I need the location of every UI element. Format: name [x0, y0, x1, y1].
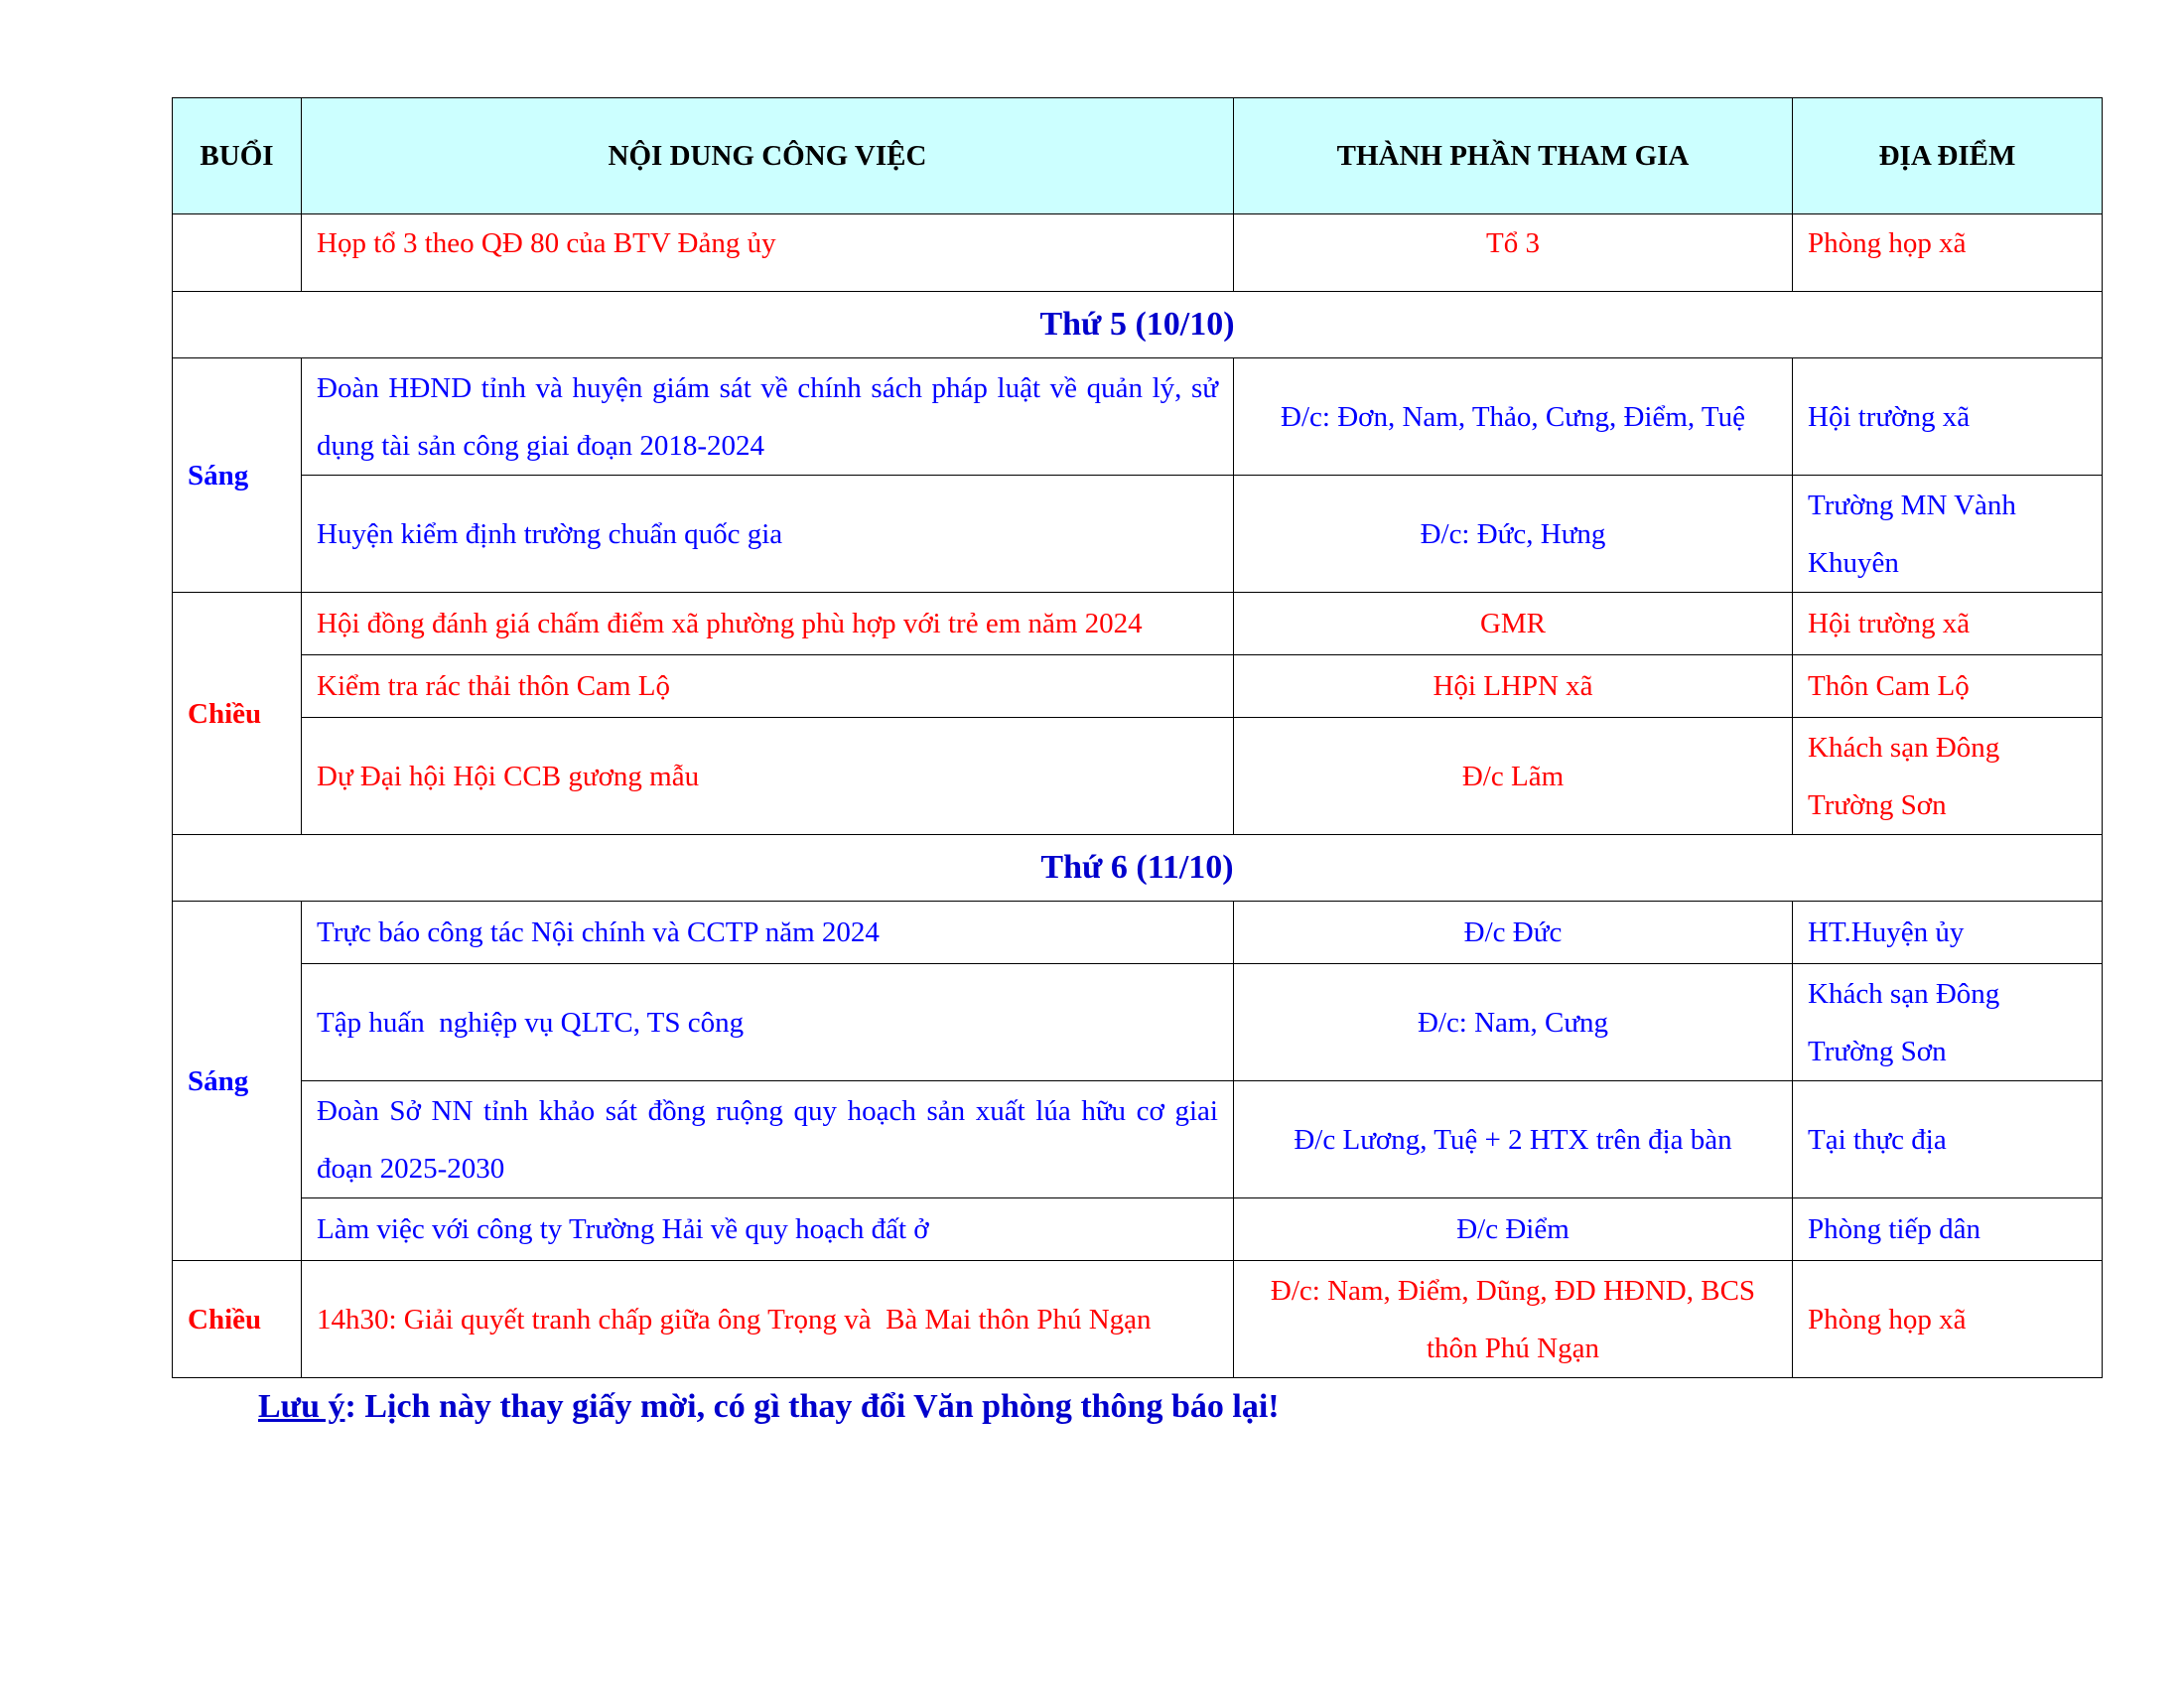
session-label: Chiều: [173, 593, 302, 835]
table-row: [173, 655, 2103, 718]
header-location: ĐỊA ĐIỂM: [1793, 98, 2103, 214]
schedule-table: [172, 97, 2103, 1378]
participants-cell: Đ/c Lãm: [1234, 718, 1793, 835]
day-heading-row: [173, 835, 2103, 902]
participants-cell: Đ/c: Đơn, Nam, Thảo, Cưng, Điểm, Tuệ: [1234, 358, 1793, 476]
location-cell: Thôn Cam Lộ: [1793, 655, 2103, 718]
table-row: [173, 358, 2103, 476]
table-row: [173, 718, 2103, 835]
content-cell: 14h30: Giải quyết tranh chấp giữa ông Trọng và Bà Mai thôn Phú Ngạn: [302, 1261, 1234, 1378]
content-cell: Đoàn HĐND tỉnh và huyện giám sát về chính sách pháp luật về quản lý, sử dụng tài sản công giai đoạn 2018-2024: [302, 358, 1234, 476]
location-cell: Tại thực địa: [1793, 1081, 2103, 1198]
table-row: [173, 1261, 2103, 1378]
table-row: [173, 1198, 2103, 1261]
participants-cell: Đ/c: Nam, Điểm, Dũng, ĐD HĐND, BCS thôn Phú Ngạn: [1234, 1261, 1793, 1378]
table-row: [173, 593, 2103, 655]
location-cell: Phòng họp xã: [1793, 1261, 2103, 1378]
day-heading-row: [173, 292, 2103, 358]
location-cell: Trường MN Vành Khuyên: [1793, 476, 2103, 593]
location-cell: Phòng tiếp dân: [1793, 1198, 2103, 1261]
location-cell: Khách sạn Đông Trường Sơn: [1793, 718, 2103, 835]
footnote-label: Lưu ý: [258, 1388, 345, 1425]
location-cell: Hội trường xã: [1793, 593, 2103, 655]
participants-cell: Đ/c Lương, Tuệ + 2 HTX trên địa bàn: [1234, 1081, 1793, 1198]
table-row: [173, 476, 2103, 593]
header-content: NỘI DUNG CÔNG VIỆC: [302, 98, 1234, 214]
footnote-text: : Lịch này thay giấy mời, có gì thay đổi Văn phòng thông báo lại!: [344, 1388, 1280, 1425]
session-label: Sáng: [173, 902, 302, 1261]
table-row: [173, 1081, 2103, 1198]
header-participants: THÀNH PHẦN THAM GIA: [1234, 98, 1793, 214]
day-heading: Thứ 5 (10/10): [173, 292, 2103, 358]
participants-cell: Tổ 3: [1234, 214, 1793, 292]
content-cell: Trực báo công tác Nội chính và CCTP năm 2024: [302, 902, 1234, 964]
location-cell: Khách sạn Đông Trường Sơn: [1793, 964, 2103, 1081]
content-cell: Hội đồng đánh giá chấm điểm xã phường phù hợp với trẻ em năm 2024: [302, 593, 1234, 655]
table-row: [173, 214, 2103, 292]
location-cell: Phòng họp xã: [1793, 214, 2103, 292]
location-cell: Hội trường xã: [1793, 358, 2103, 476]
content-cell: Làm việc với công ty Trường Hải về quy hoạch đất ở: [302, 1198, 1234, 1261]
content-cell: Kiểm tra rác thải thôn Cam Lộ: [302, 655, 1234, 718]
content-cell: Tập huấn nghiệp vụ QLTC, TS công: [302, 964, 1234, 1081]
table-row: [173, 964, 2103, 1081]
content-cell: Họp tổ 3 theo QĐ 80 của BTV Đảng ủy: [302, 214, 1234, 292]
session-label: Sáng: [173, 358, 302, 593]
header-session: BUỔI: [173, 98, 302, 214]
footnote: [258, 1388, 1280, 1426]
participants-cell: Đ/c Điểm: [1234, 1198, 1793, 1261]
session-label: Chiều: [173, 1261, 302, 1378]
content-cell: Huyện kiểm định trường chuẩn quốc gia: [302, 476, 1234, 593]
content-cell: Đoàn Sở NN tỉnh khảo sát đồng ruộng quy hoạch sản xuất lúa hữu cơ giai đoạn 2025-2030: [302, 1081, 1234, 1198]
content-cell: Dự Đại hội Hội CCB gương mẫu: [302, 718, 1234, 835]
participants-cell: Đ/c: Đức, Hưng: [1234, 476, 1793, 593]
session-cell-empty: [173, 214, 302, 292]
participants-cell: Đ/c Đức: [1234, 902, 1793, 964]
location-cell: HT.Huyện ủy: [1793, 902, 2103, 964]
participants-cell: Hội LHPN xã: [1234, 655, 1793, 718]
table-row: [173, 902, 2103, 964]
header-row: [173, 98, 2103, 214]
participants-cell: Đ/c: Nam, Cưng: [1234, 964, 1793, 1081]
participants-cell: GMR: [1234, 593, 1793, 655]
day-heading: Thứ 6 (11/10): [173, 835, 2103, 902]
